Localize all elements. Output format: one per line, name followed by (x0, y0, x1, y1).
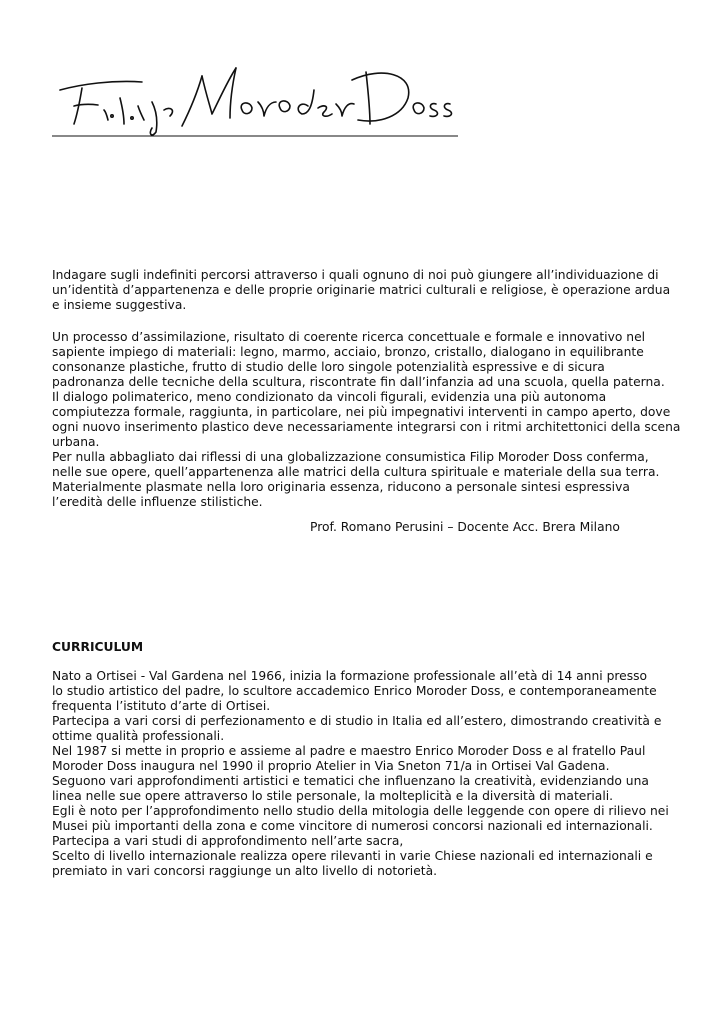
paragraph-line: Per nulla abbagliato dai riflessi di una globalizzazione consumistica Filip Moroder Doss conferma, (52, 450, 649, 464)
paragraph-line: e insieme suggestiva. (52, 298, 187, 312)
paragraph-line: Moroder Doss inaugura nel 1990 il proprio Atelier in Via Sneton 71/a in Ortisei Val Gadena. (52, 759, 610, 773)
paragraph-line: un’identità d’appartenenza e delle proprie originarie matrici culturali e religiose, è operazione ardua (52, 283, 671, 297)
paragraph-line: Un processo d’assimilazione, risultato di coerente ricerca concettuale e formale e innovativo nel (52, 330, 646, 344)
artist-signature (52, 50, 462, 140)
paragraph-line: padronanza delle tecniche della scultura, riscontrate fin dall’infanzia ad una scuola, quella paterna. (52, 375, 665, 389)
paragraph-line: Nel 1987 si mette in proprio e assieme al padre e maestro Enrico Moroder Doss e al fratello Paul (52, 744, 646, 758)
paragraph-line: ogni nuovo inserimento plastico deve necessariamente integrarsi con i ritmi architettonici della scena (52, 420, 681, 434)
paragraph-line: Partecipa a vari corsi di perfezionamento e di studio in Italia ed all’estero, dimostrando creatività e (52, 714, 662, 728)
author-signoff: Prof. Romano Perusini – Docente Acc. Brera Milano (310, 520, 620, 534)
paragraph-line: Nato a Ortisei - Val Gardena nel 1966, inizia la formazione professionale all’età di 14 anni presso (52, 669, 648, 683)
process-paragraph (52, 330, 681, 510)
paragraph-line: compiutezza formale, raggiunta, in particolare, nei più impegnativi interventi in campo aperto, dove (52, 405, 671, 419)
paragraph-line: Indagare sugli indefiniti percorsi attraverso i quali ognuno di noi può giungere all’individuazione di (52, 268, 659, 282)
paragraph-line: Musei più importanti della zona e come vincitore di numerosi concorsi nazionali ed internazionali. (52, 819, 653, 833)
curriculum-paragraph (52, 669, 672, 879)
intro-paragraph (52, 268, 672, 313)
paragraph-line: lo studio artistico del padre, lo scultore accademico Enrico Moroder Doss, e contemporaneamente (52, 684, 657, 698)
curriculum-heading: CURRICULUM (52, 640, 144, 654)
paragraph-line: linea nelle sue opere attraverso lo stile personale, la molteplicità e la diversità di materiali. (52, 789, 614, 803)
paragraph-line: nelle sue opere, quell’appartenenza alle matrici della cultura spirituale e materiale della sua terra. (52, 465, 660, 479)
signature-drawing (52, 50, 462, 140)
paragraph-line: Materialmente plasmate nella loro originaria essenza, riducono a personale sintesi espressiva (52, 480, 630, 494)
paragraph-line: Scelto di livello internazionale realizza opere rilevanti in varie Chiese nazionali ed internazionali e (52, 849, 653, 863)
paragraph-line: Partecipa a vari studi di approfondimento nell’arte sacra, (52, 834, 404, 848)
paragraph-line: frequenta l’istituto d’arte di Ortisei. (52, 699, 271, 713)
paragraph-line: sapiente impiego di materiali: legno, marmo, acciaio, bronzo, cristallo, dialogano in equilibrante (52, 345, 644, 359)
paragraph-line: ottime qualità professionali. (52, 729, 225, 743)
paragraph-line: Il dialogo polimaterico, meno condizionato da vincoli figurali, evidenzia una più autonoma (52, 390, 607, 404)
paragraph-line: Egli è noto per l’approfondimento nello studio della mitologia delle leggende con opere di rilievo nei (52, 804, 669, 818)
paragraph-line: consonanze plastiche, frutto di studio delle loro singole potenzialità espressive e di sicura (52, 360, 605, 374)
paragraph-line: urbana. (52, 435, 100, 449)
paragraph-line: Seguono vari approfondimenti artistici e tematici che influenzano la creatività, evidenziando una (52, 774, 649, 788)
paragraph-line: l’eredità delle influenze stilistiche. (52, 495, 263, 509)
paragraph-line: premiato in vari concorsi raggiunge un alto livello di notorietà. (52, 864, 438, 878)
